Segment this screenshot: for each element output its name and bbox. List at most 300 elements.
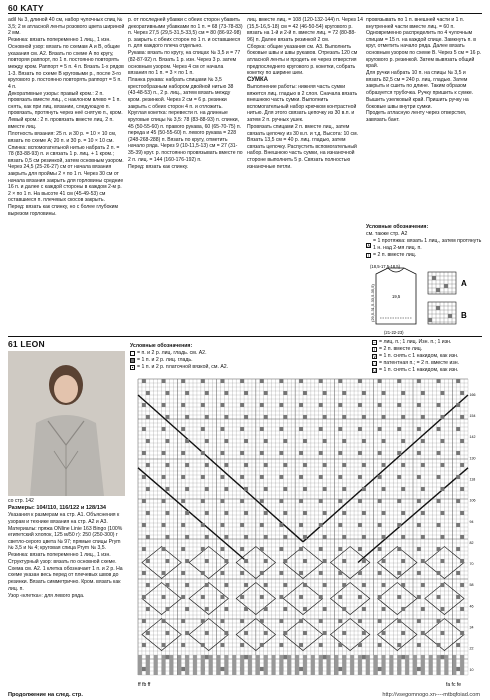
empty-square-icon bbox=[130, 351, 135, 356]
stitch-mark bbox=[441, 583, 445, 587]
rib-stitch bbox=[162, 655, 166, 675]
stitch-mark bbox=[142, 619, 146, 623]
rib-stitch bbox=[295, 655, 299, 675]
stitch-mark bbox=[441, 655, 445, 659]
stitch-mark bbox=[221, 571, 225, 575]
stitch-mark bbox=[338, 643, 342, 647]
stitch-mark bbox=[382, 631, 386, 635]
stitch-mark bbox=[146, 559, 150, 563]
section-header-katy: 60 KATY bbox=[8, 3, 44, 13]
stitch-mark bbox=[142, 643, 146, 647]
stitch-mark bbox=[319, 619, 323, 623]
schematic-left-label: (29,5-31,5-33,5-35,5) bbox=[370, 284, 375, 322]
stitch-mark bbox=[201, 547, 205, 551]
stitch-mark bbox=[283, 415, 287, 419]
stitch-mark bbox=[338, 427, 342, 431]
stitch-mark bbox=[162, 643, 166, 647]
stitch-mark bbox=[162, 475, 166, 479]
paragraph: Сборка: общие указания см. А3. Выполнить боковые швы и швы рукавов. Отрезать 120 см атласной ленты и продеть ее через отверстия предпоследнего кругового р. кокетки, собрать кокетку по ширине шеи. bbox=[247, 43, 358, 77]
footer-continued: Продолжение на след. стр. bbox=[8, 692, 83, 698]
stitch-mark bbox=[185, 631, 189, 635]
stitch-mark bbox=[240, 403, 244, 407]
stitch-mark bbox=[264, 511, 268, 515]
legend-item: = патентная п.; = 2 п. вместе изн. bbox=[379, 360, 460, 366]
rib-stitch bbox=[374, 655, 378, 675]
stitch-mark bbox=[260, 427, 264, 431]
stitch-mark bbox=[421, 607, 425, 611]
stitch-mark bbox=[201, 643, 205, 647]
stitch-mark bbox=[358, 547, 362, 551]
stitch-mark bbox=[303, 487, 307, 491]
stitch-mark bbox=[224, 415, 228, 419]
paragraph: Структурный узор: вязать по основной схеме. Схема см. А2. 1 клетка обозначает 1 п. и 2 р. На схеме указан весь перед от плечевых швов до резинки. Вязать симметрично. Кром. вязать как лиц. п. bbox=[8, 559, 123, 592]
rib-stitch bbox=[334, 655, 338, 675]
stitch-mark bbox=[205, 607, 209, 611]
stitch-mark bbox=[437, 427, 441, 431]
stitch-mark bbox=[362, 415, 366, 419]
rib-stitch bbox=[319, 655, 323, 675]
stitch-mark bbox=[185, 439, 189, 443]
stitch-mark bbox=[264, 535, 268, 539]
stitch-mark bbox=[417, 379, 421, 383]
row-number-label: 34 bbox=[469, 625, 474, 630]
stitch-mark bbox=[456, 427, 460, 431]
stitch-mark bbox=[201, 451, 205, 455]
rib-stitch bbox=[169, 655, 173, 675]
stitch-mark bbox=[362, 607, 366, 611]
stitch-mark bbox=[437, 475, 441, 479]
stitch-mark bbox=[437, 523, 441, 527]
stitch-mark bbox=[264, 391, 268, 395]
stitch-mark bbox=[319, 475, 323, 479]
stitch-mark bbox=[460, 439, 464, 443]
leon-legend-left bbox=[130, 343, 290, 371]
stitch-mark bbox=[456, 619, 460, 623]
katy-schematic bbox=[366, 262, 482, 340]
stitch-mark bbox=[205, 487, 209, 491]
stitch-mark bbox=[358, 595, 362, 599]
stitch-mark bbox=[264, 463, 268, 467]
stitch-mark bbox=[244, 631, 248, 635]
stitch-mark bbox=[456, 547, 460, 551]
katy-legend bbox=[366, 224, 482, 259]
stitch-mark bbox=[378, 523, 382, 527]
stitch-mark bbox=[338, 379, 342, 383]
stitch-mark bbox=[201, 499, 205, 503]
stitch-mark bbox=[319, 643, 323, 647]
stitch-mark bbox=[323, 511, 327, 515]
legend-item: = 1 п. снять с 1 накидом, как изн. bbox=[379, 367, 459, 373]
stitch-mark bbox=[260, 403, 264, 407]
rib-stitch bbox=[437, 655, 441, 675]
stitch-mark bbox=[460, 415, 464, 419]
stitch-mark bbox=[181, 403, 185, 407]
stitch-mark bbox=[221, 379, 225, 383]
stitch-mark bbox=[240, 379, 244, 383]
paragraph: Вышить узелковый край. Пришить ручку на боковые швы внутри сумки. bbox=[366, 96, 469, 110]
stitch-mark bbox=[224, 559, 228, 563]
legend-item: = 1 п. снять с 1 накидом, как изн. bbox=[379, 353, 459, 359]
legend-ref: см. также стр. А2 bbox=[366, 231, 408, 237]
stitch-mark bbox=[221, 499, 225, 503]
leon-stitch-chart bbox=[130, 375, 482, 687]
rib-stitch bbox=[146, 655, 150, 675]
stitch-mark bbox=[185, 607, 189, 611]
stitch-mark bbox=[181, 547, 185, 551]
rib-stitch bbox=[358, 655, 362, 675]
stitch-mark bbox=[378, 379, 382, 383]
row-number-label: 94 bbox=[469, 519, 474, 524]
stitch-mark bbox=[162, 499, 166, 503]
stitch-mark bbox=[181, 643, 185, 647]
stitch-mark bbox=[185, 415, 189, 419]
leon-legend-right bbox=[372, 339, 482, 374]
stitch-mark bbox=[397, 571, 401, 575]
paragraph: Спинка: вспомогательной нитью набрать 2 п. = 78 (83-88-93) п. и связать 1 р. лиц. + 1 кром.; вязать 0,5 см резинкой, затем основным узором. Через 24,5 (25-26-27) см от начала вязания закрыть для проймы 2 × по 1 п. Через 30 см от начала вязания закрыть для горловины средние 16 п. и далее с каждой стороны в каждом 2-м р. 2 × по 1 п. На высоте 41 см (45-49-53) см оставшиеся п. плечевых скосов закрыть. bbox=[8, 144, 124, 204]
stitch-mark bbox=[303, 607, 307, 611]
katy-text-column-3 bbox=[247, 17, 363, 337]
stitch-mark bbox=[205, 439, 209, 443]
stitch-mark bbox=[221, 451, 225, 455]
stitch-mark bbox=[205, 415, 209, 419]
stitch-mark bbox=[181, 523, 185, 527]
stitch-mark bbox=[323, 391, 327, 395]
stitch-mark bbox=[224, 607, 228, 611]
stitch-mark bbox=[417, 619, 421, 623]
stitch-mark bbox=[201, 571, 205, 575]
stitch-mark bbox=[279, 571, 283, 575]
stitch-mark bbox=[283, 487, 287, 491]
paragraph: Узор «клетка»: для левого ряда. bbox=[8, 592, 85, 599]
stitch-mark bbox=[460, 511, 464, 515]
paragraph: Круглая кокетка: перевести п. на длинные круговые спицы № 3,5: 78 (83-88-93) п. спинки, 45 (50-55-60) п. правого рукава, 60 (65-70-75) п. переда и 45 (50-55-60) п. левого рукава = 228 (248-268-288) п. Вязать по кругу, отметить начало ряда. Через 9 (10-11,5-13) см = 27 (31-35-39) круг. р. постоянно провязывать вместе по 2 п. лиц. = 144 (160-176-192) п. bbox=[128, 110, 243, 163]
stitch-mark bbox=[283, 559, 287, 563]
stitch-mark bbox=[358, 379, 362, 383]
stitch-mark bbox=[456, 643, 460, 647]
rib-stitch bbox=[452, 655, 456, 675]
stitch-mark bbox=[185, 391, 189, 395]
stitch-mark bbox=[319, 379, 323, 383]
stitch-mark bbox=[279, 451, 283, 455]
stitch-mark bbox=[260, 475, 264, 479]
stitch-mark bbox=[421, 583, 425, 587]
legend-title: Условные обозначения: bbox=[130, 343, 193, 349]
paragraph: Размеры: 104/110, 116/122 и 128/134 bbox=[8, 504, 107, 511]
stitch-mark bbox=[421, 559, 425, 563]
stitch-mark bbox=[221, 427, 225, 431]
paragraph: Основной узор: вязать по схемам А и В, общие указания см. А2. Вязать по схеме А по кругу, повторяя раппорт, по 1 п. постоянно повторять между кром. Раппорт = 5 п. 4 п. Вязать 1-х рядов 1-3. Вязать по схеме В круговыми р., после 3-го кругового р. постоянно повторять раппорт = 5 п. 4 п. bbox=[8, 44, 124, 90]
slip-yo-icon: ∪ bbox=[373, 368, 377, 373]
stitch-mark bbox=[221, 547, 225, 551]
stitch-mark bbox=[264, 415, 268, 419]
stitch-mark bbox=[319, 427, 323, 431]
stitch-mark bbox=[441, 631, 445, 635]
stitch-mark bbox=[382, 535, 386, 539]
stitch-mark bbox=[142, 595, 146, 599]
stitch-mark bbox=[421, 631, 425, 635]
stitch-mark bbox=[401, 391, 405, 395]
schematic-top-label: (18,5-17,5-18,5) bbox=[370, 264, 401, 269]
stitch-mark bbox=[397, 523, 401, 527]
stitch-mark bbox=[417, 475, 421, 479]
stitch-mark bbox=[201, 475, 205, 479]
stitch-mark bbox=[437, 619, 441, 623]
stitch-mark bbox=[244, 607, 248, 611]
rib-stitch bbox=[177, 655, 181, 675]
stitch-mark bbox=[362, 463, 366, 467]
stitch-mark bbox=[260, 499, 264, 503]
legend-item: = 1 п. и 2 р. платочной вязкой, см. А2. bbox=[137, 364, 229, 370]
brioche-icon: ∩ bbox=[373, 361, 377, 366]
rib-stitch bbox=[264, 655, 268, 675]
stitch-mark bbox=[421, 535, 425, 539]
stitch-mark bbox=[221, 523, 225, 527]
stitch-mark bbox=[342, 415, 346, 419]
stitch-mark bbox=[456, 475, 460, 479]
stitch-mark bbox=[401, 415, 405, 419]
stitch-mark bbox=[401, 559, 405, 563]
rib-stitch bbox=[303, 655, 307, 675]
stitch-mark bbox=[323, 463, 327, 467]
stitch-mark bbox=[362, 559, 366, 563]
stitch-mark bbox=[142, 499, 146, 503]
stitch-mark bbox=[437, 499, 441, 503]
stitch-mark bbox=[456, 667, 460, 671]
rib-stitch bbox=[248, 655, 252, 675]
stitch-mark bbox=[166, 487, 170, 491]
legend-item: = 2 п. вместе лиц. bbox=[373, 252, 417, 258]
stitch-mark bbox=[397, 451, 401, 455]
stitch-mark bbox=[221, 667, 225, 671]
stitch-mark bbox=[162, 427, 166, 431]
legend-item: = 1 п. и 2 р. лиц. гладь. bbox=[137, 357, 193, 363]
stitch-mark bbox=[342, 631, 346, 635]
stitch-mark bbox=[181, 451, 185, 455]
stitch-mark bbox=[224, 511, 228, 515]
paragraph: Резинка: вязать попеременно 1 лиц., 1 изн. bbox=[8, 37, 111, 44]
stitch-mark bbox=[362, 535, 366, 539]
row-number-label: 58 bbox=[469, 583, 474, 588]
rib-stitch bbox=[185, 655, 189, 675]
stitch-mark bbox=[338, 547, 342, 551]
row-number-label: 130 bbox=[469, 456, 476, 461]
paragraph: Провязать спицами 2 п. вместе лиц., затем связать цепочку из 30 в.п. и т.д. Высота: 10 см. Вязать 13,5 см = 40 р. лиц. гладью, затем связать цепочку. Распустить вспомогательный набор. Внешнюю часть сумки, на изнаночной стороне выполнить 5 р. Связать полностью изнаночные петли. bbox=[247, 124, 358, 170]
stitch-mark bbox=[260, 451, 264, 455]
stitch-mark bbox=[162, 595, 166, 599]
row-number-label: 70 bbox=[469, 562, 474, 567]
paragraph: Левый кром.: 2 п. провязать вместе лиц. 2 п. вместе лиц. bbox=[8, 117, 114, 131]
stitch-mark bbox=[244, 511, 248, 515]
stitch-mark bbox=[437, 451, 441, 455]
stitch-mark bbox=[382, 607, 386, 611]
stitch-mark bbox=[142, 571, 146, 575]
stitch-mark bbox=[456, 403, 460, 407]
stitch-mark bbox=[244, 487, 248, 491]
stitch-mark bbox=[338, 499, 342, 503]
stitch-mark bbox=[224, 487, 228, 491]
stitch-mark bbox=[283, 655, 287, 659]
rib-stitch bbox=[397, 655, 401, 675]
stitch-mark bbox=[142, 523, 146, 527]
stitch-mark bbox=[358, 643, 362, 647]
stitch-mark bbox=[224, 439, 228, 443]
subsection-title: СУМКА bbox=[247, 77, 268, 84]
stitch-mark bbox=[205, 631, 209, 635]
stitch-mark bbox=[146, 415, 150, 419]
row-number-label: 106 bbox=[469, 498, 476, 503]
stitch-mark bbox=[378, 403, 382, 407]
stitch-mark bbox=[205, 463, 209, 467]
stitch-mark bbox=[146, 535, 150, 539]
stitch-mark bbox=[417, 547, 421, 551]
stitch-mark bbox=[437, 379, 441, 383]
row-number-label: 82 bbox=[469, 540, 474, 545]
chart-b-label: B bbox=[461, 311, 467, 320]
stitch-mark bbox=[342, 607, 346, 611]
stitch-mark bbox=[240, 643, 244, 647]
paragraph: провязывать по 1 п. внешней части и 1 п. внутренней части вместе лиц. = 60 п. Одновременно распределить по 4 чулочным спицам = 15 п. на каждой спице. Замкнуть п. в круг, отметить начало ряда. Далее вязать основным узором по схеме В. Через 5 см = 16 р. кругового р. резинкой. Затем вывязать общий край. bbox=[366, 17, 482, 70]
stitch-mark bbox=[181, 619, 185, 623]
stitch-mark bbox=[303, 463, 307, 467]
stitch-mark bbox=[421, 511, 425, 515]
paragraph: Планка рукава: набрать спицами № 3,5 крестообразным набором двойной нитью 38 (43-48-53) п., 2 р. лиц., затем вязать между кром. резинкой. Через 2 см = 6 р. резинки закрыть с обеих сторон 4 п. и отложить. bbox=[128, 77, 234, 110]
stitch-mark bbox=[283, 607, 287, 611]
stitch-mark bbox=[205, 655, 209, 659]
stitch-mark bbox=[146, 391, 150, 395]
rib-stitch bbox=[224, 655, 228, 675]
rib-stitch bbox=[382, 655, 386, 675]
stitch-mark bbox=[378, 547, 382, 551]
stitch-mark bbox=[378, 451, 382, 455]
stitch-mark bbox=[342, 391, 346, 395]
stitch-mark bbox=[260, 667, 264, 671]
stitch-mark bbox=[162, 379, 166, 383]
stitch-mark bbox=[303, 511, 307, 515]
paragraph: Рукава: вязать по кругу, на спицах № 3,5 и = 77 (82-87-92) п. Вязать 1 р. изн. Через 3 р. затем основным узором. Через 4 см от начала вязания по 1 п. = 3 × по 1 п. bbox=[128, 50, 241, 77]
stitch-mark bbox=[401, 583, 405, 587]
paragraph: Продеть атласную ленту через отверстия, завязать бант. bbox=[366, 110, 467, 124]
stitch-mark bbox=[437, 571, 441, 575]
stitch-mark bbox=[338, 571, 342, 575]
stitch-mark bbox=[378, 643, 382, 647]
model-photo bbox=[8, 351, 125, 496]
stitch-mark bbox=[264, 607, 268, 611]
stitch-mark bbox=[260, 595, 264, 599]
stitch-mark bbox=[185, 463, 189, 467]
dot-square-icon: • bbox=[131, 365, 134, 370]
stitch-mark bbox=[146, 463, 150, 467]
katy-text-column-2 bbox=[128, 17, 243, 337]
stitch-mark bbox=[421, 415, 425, 419]
stitch-mark bbox=[362, 631, 366, 635]
stitch-mark bbox=[338, 667, 342, 671]
stitch-mark bbox=[378, 595, 382, 599]
rib-stitch bbox=[327, 655, 331, 675]
stitch-mark bbox=[166, 655, 170, 659]
stitch-mark bbox=[437, 403, 441, 407]
stitch-mark bbox=[224, 583, 228, 587]
paragraph: Выполнение работы: нижняя часть сумки вяжется лиц. гладью в 2 слоя. Сначала вязать внешнюю часть сумки. Выполнить вспомогательный набор крючком контрастной нитью. Для этого связать цепочку из 30 в.п. и затем 2 п. ручных ушек. bbox=[247, 84, 358, 124]
stitch-mark bbox=[146, 607, 150, 611]
stitch-mark bbox=[417, 523, 421, 527]
stitch-mark bbox=[456, 499, 460, 503]
stitch-mark bbox=[441, 487, 445, 491]
stitch-mark bbox=[279, 547, 283, 551]
stitch-mark bbox=[342, 463, 346, 467]
stitch-mark bbox=[378, 475, 382, 479]
rib-stitch bbox=[350, 655, 354, 675]
rib-stitch bbox=[272, 655, 276, 675]
stitch-mark bbox=[401, 607, 405, 611]
chart-bottom-right-label: fa fc fe bbox=[446, 682, 462, 687]
stitch-mark bbox=[264, 559, 268, 563]
stitch-mark bbox=[401, 535, 405, 539]
chart-bottom-left-label: ff fb ff bbox=[138, 682, 151, 687]
rib-stitch bbox=[421, 655, 425, 675]
stitch-mark bbox=[358, 427, 362, 431]
purl-icon: − bbox=[373, 340, 376, 345]
rib-stitch bbox=[460, 655, 464, 675]
row-number-label: 22 bbox=[469, 646, 474, 651]
stitch-mark bbox=[283, 583, 287, 587]
stitch-mark bbox=[260, 523, 264, 527]
stitch-mark bbox=[201, 523, 205, 527]
stitch-mark bbox=[299, 595, 303, 599]
stitch-mark bbox=[283, 535, 287, 539]
stitch-mark bbox=[279, 379, 283, 383]
stitch-mark bbox=[338, 619, 342, 623]
stitch-mark bbox=[205, 583, 209, 587]
stitch-mark bbox=[303, 415, 307, 419]
stitch-mark bbox=[162, 619, 166, 623]
stitch-mark bbox=[283, 631, 287, 635]
slip-icon: ∨ bbox=[373, 354, 377, 359]
stitch-mark bbox=[382, 511, 386, 515]
stitch-mark bbox=[166, 463, 170, 467]
stitch-mark bbox=[421, 463, 425, 467]
row-number-label: 118 bbox=[469, 477, 476, 482]
stitch-mark bbox=[279, 427, 283, 431]
stitch-mark bbox=[166, 607, 170, 611]
stitch-mark bbox=[283, 439, 287, 443]
stitch-mark bbox=[279, 643, 283, 647]
stitch-mark bbox=[338, 403, 342, 407]
filled-square-icon bbox=[130, 358, 135, 363]
stitch-mark bbox=[397, 403, 401, 407]
row-number-label: 154 bbox=[469, 414, 476, 419]
stitch-mark bbox=[382, 439, 386, 443]
stitch-mark bbox=[417, 451, 421, 455]
paragraph: adiI № 3, длиной 40 см, набор чулочных спиц № 3,5; 2 м атласной ленты розового цвета шириной 2 мм. bbox=[8, 17, 125, 37]
stitch-mark bbox=[205, 535, 209, 539]
schematic-inner-label: 19,5 bbox=[392, 294, 401, 299]
stitch-mark bbox=[323, 655, 327, 659]
stitch-mark bbox=[244, 439, 248, 443]
stitch-mark bbox=[358, 523, 362, 527]
chart-b-grid bbox=[428, 302, 456, 324]
stitch-mark bbox=[319, 547, 323, 551]
stitch-mark bbox=[240, 619, 244, 623]
row-number-label: 142 bbox=[469, 435, 476, 440]
stitch-mark bbox=[181, 499, 185, 503]
stitch-mark bbox=[162, 547, 166, 551]
schematic-bottom-label: (21-22-23) bbox=[384, 330, 404, 335]
stitch-mark bbox=[460, 607, 464, 611]
stitch-mark bbox=[279, 499, 283, 503]
stitch-mark bbox=[323, 559, 327, 563]
rib-stitch bbox=[201, 655, 205, 675]
paragraph: Для ручки набрать 10 п. на спицы № 3,5 и вязать 82,5 см = 240 р. лиц. гладью. Затем закрыть и сшить по длине. Таким образом образуется трубочка. Ручку пришить к сумке. bbox=[366, 70, 474, 96]
